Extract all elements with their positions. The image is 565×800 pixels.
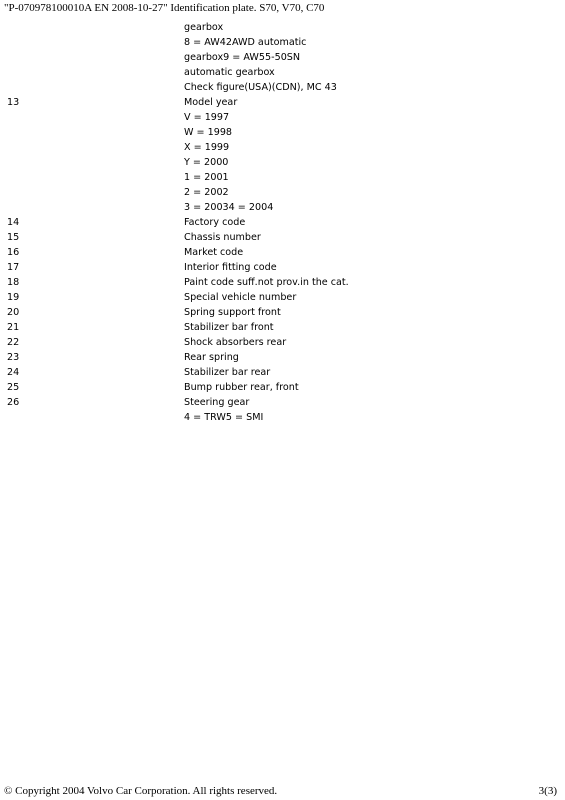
list-item: [0, 35, 565, 50]
list-item: [0, 125, 565, 140]
item-description: Stabilizer bar front: [184, 322, 274, 333]
item-description: Interior fitting code: [184, 262, 277, 273]
item-description: Bump rubber rear, front: [184, 382, 299, 393]
identification-plate-list: [0, 20, 565, 425]
list-item: [0, 365, 565, 380]
item-description: Stabilizer bar rear: [184, 367, 271, 378]
item-number: 23: [7, 352, 20, 363]
item-description: gearbox9 = AW55-50SN: [184, 52, 301, 63]
item-number: 18: [7, 277, 20, 288]
list-item: [0, 245, 565, 260]
item-number: 15: [7, 232, 20, 243]
item-description: Spring support front: [184, 307, 281, 318]
item-number: 21: [7, 322, 20, 333]
list-item: [0, 410, 565, 425]
item-number: 17: [7, 262, 20, 273]
item-description: Check figure(USA)(CDN), MC 43: [184, 82, 337, 93]
list-item: [0, 260, 565, 275]
list-item: [0, 155, 565, 170]
item-number: 25: [7, 382, 20, 393]
item-description: gearbox: [184, 22, 224, 33]
item-description: Paint code suff.not prov.in the cat.: [184, 277, 349, 288]
item-description: W = 1998: [184, 127, 233, 138]
item-description: Special vehicle number: [184, 292, 297, 303]
item-description: V = 1997: [184, 112, 230, 123]
list-item: [0, 80, 565, 95]
list-item: [0, 230, 565, 245]
item-number: 16: [7, 247, 20, 258]
item-description: Shock absorbers rear: [184, 337, 287, 348]
list-item: [0, 95, 565, 110]
list-item: [0, 20, 565, 35]
list-item: [0, 110, 565, 125]
document-title: "P-070978100010A EN 2008-10-27" Identification plate. S70, V70, C70: [4, 2, 325, 14]
item-description: Model year: [184, 97, 238, 108]
list-item: [0, 275, 565, 290]
item-description: 8 = AW42AWD automatic: [184, 37, 307, 48]
list-item: [0, 335, 565, 350]
item-description: X = 1999: [184, 142, 230, 153]
list-item: [0, 185, 565, 200]
list-item: [0, 170, 565, 185]
item-number: 14: [7, 217, 20, 228]
list-item: [0, 380, 565, 395]
item-description: Market code: [184, 247, 244, 258]
item-number: 24: [7, 367, 20, 378]
list-item: [0, 395, 565, 410]
item-number: 13: [7, 97, 20, 108]
item-description: automatic gearbox: [184, 67, 275, 78]
copyright-notice: © Copyright 2004 Volvo Car Corporation. All rights reserved.: [4, 785, 278, 797]
item-description: 1 = 2001: [184, 172, 229, 183]
item-description: Steering gear: [184, 397, 250, 408]
list-item: [0, 350, 565, 365]
item-description: 4 = TRW5 = SMI: [184, 412, 264, 423]
item-number: 26: [7, 397, 20, 408]
list-item: [0, 305, 565, 320]
item-description: Rear spring: [184, 352, 239, 363]
list-item: [0, 290, 565, 305]
item-number: 19: [7, 292, 20, 303]
item-number: 20: [7, 307, 20, 318]
list-item: [0, 215, 565, 230]
item-description: 2 = 2002: [184, 187, 229, 198]
item-number: 22: [7, 337, 20, 348]
page-number: 3(3): [538, 785, 557, 797]
list-item: [0, 200, 565, 215]
list-item: [0, 320, 565, 335]
item-description: Y = 2000: [184, 157, 229, 168]
list-item: [0, 65, 565, 80]
item-description: 3 = 20034 = 2004: [184, 202, 274, 213]
list-item: [0, 50, 565, 65]
list-item: [0, 140, 565, 155]
item-description: Factory code: [184, 217, 246, 228]
item-description: Chassis number: [184, 232, 261, 243]
